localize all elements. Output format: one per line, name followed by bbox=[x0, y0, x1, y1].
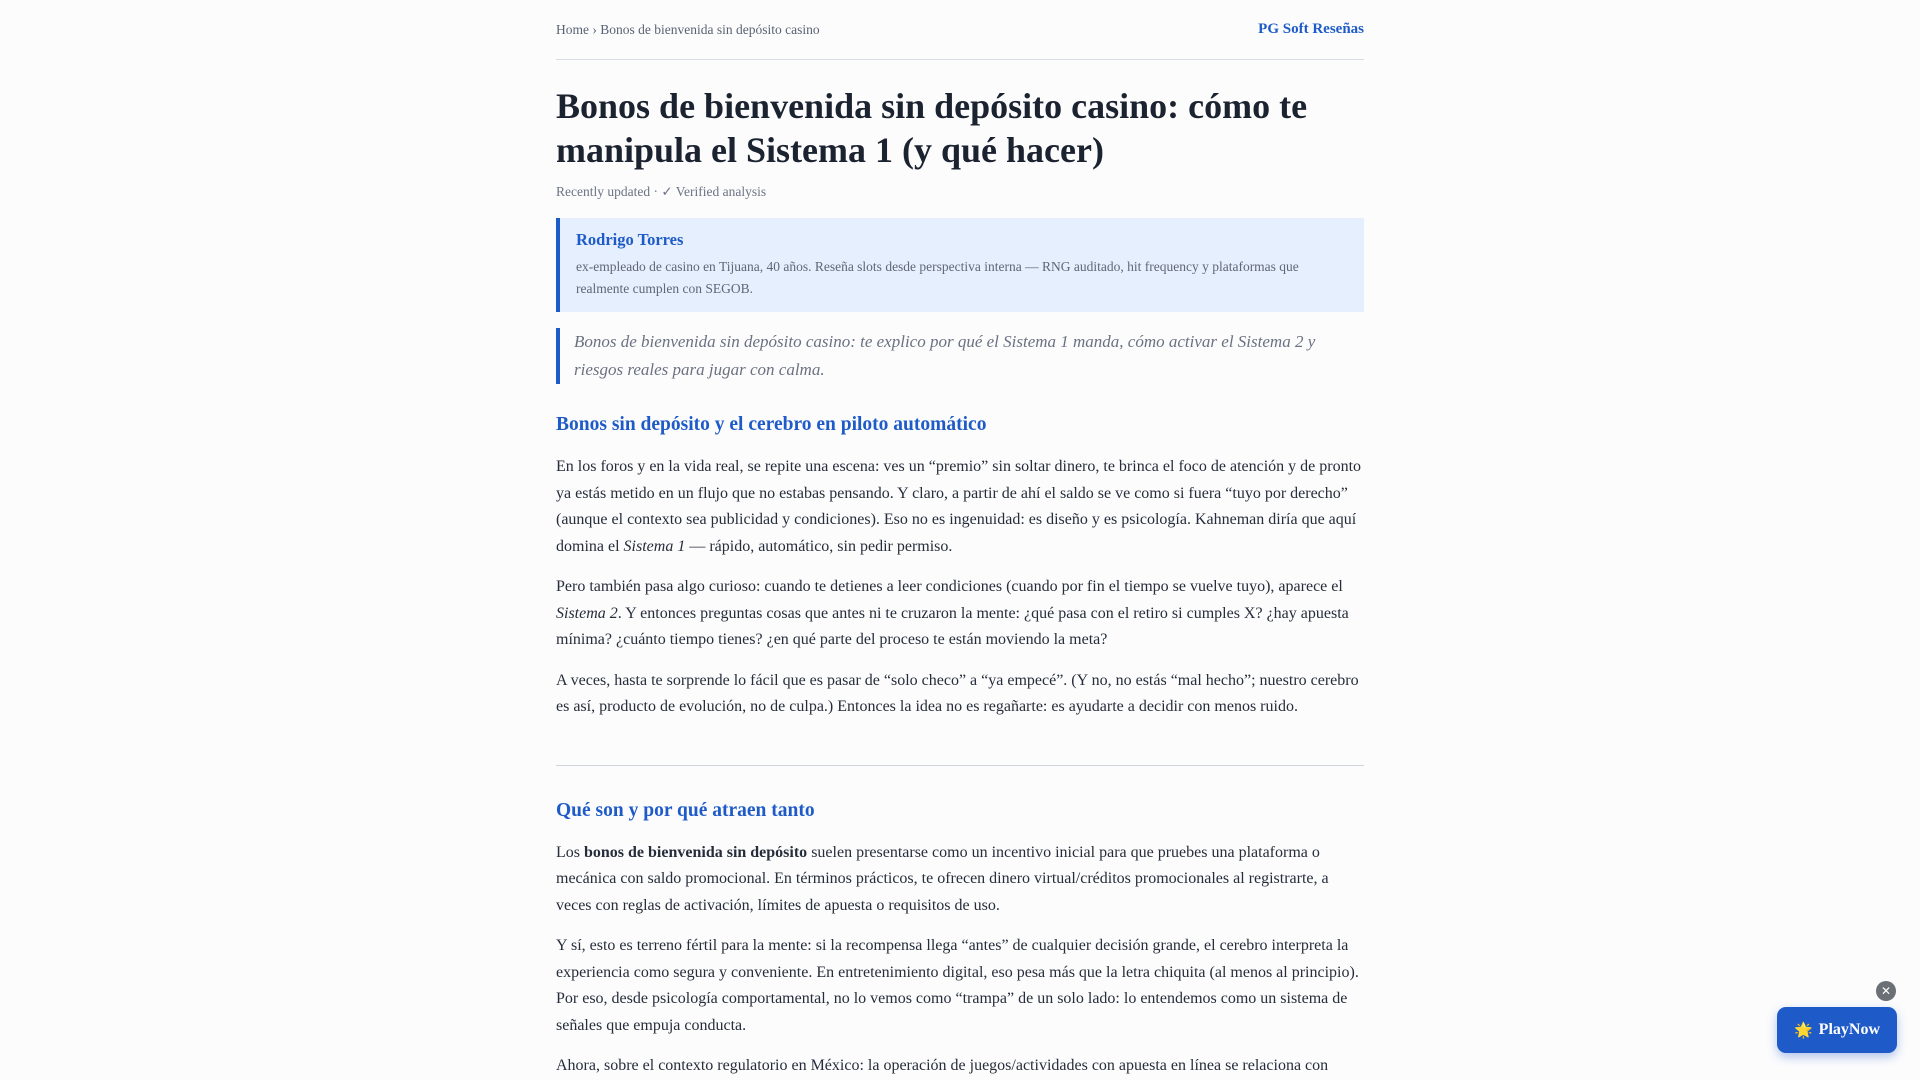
close-icon[interactable]: ✕ bbox=[1876, 981, 1896, 1001]
paragraph bbox=[556, 574, 1364, 654]
author-box bbox=[556, 218, 1364, 312]
page-title: Bonos de bienvenida sin depósito casino: cómo te manipula el Sistema 1 (y qué hacer) bbox=[556, 86, 1308, 170]
playnow-label: PlayNow bbox=[1818, 1021, 1880, 1038]
section-heading-piloto: Bonos sin depósito y el cerebro en piloto automático bbox=[556, 414, 987, 435]
breadcrumb-separator: › bbox=[592, 21, 597, 37]
article-column bbox=[556, 0, 1364, 1080]
top-bar bbox=[556, 0, 1364, 60]
author-bio: ex-empleado de casino en Tijuana, 40 años. Reseña slots desde perspectiva interna — RNG auditado, hit frequency y plataformas que realmente cumplen con SEGOB. bbox=[576, 259, 1299, 296]
emphasis-sistema-2: Sistema 2 bbox=[556, 604, 618, 622]
section-divider bbox=[556, 765, 1364, 766]
paragraph-text: . Y entonces preguntas cosas que antes ni te cruzaron la mente: ¿qué pasa con el retiro si cumples X? ¿hay apuesta mínima? ¿cuánto tiempo tienes? ¿en qué parte del proceso te están moviendo la meta? bbox=[556, 604, 1349, 648]
breadcrumb bbox=[556, 22, 820, 38]
paragraph-text: En los foros y en la vida real, se repite una escena: ves un “premio” sin soltar dinero, te brinca el foco de atención y de pronto ya estás metido en un flujo que no estabas pensando. Y claro, a partir de ahí el saldo se ve como si fuera “tuyo por derecho” (aunque el contexto sea publicidad y condiciones). Eso no es ingenuidad: es diseño y es psicología. Kahneman diría que aquí domina el bbox=[556, 458, 1362, 555]
paragraph bbox=[556, 840, 1364, 920]
paragraph-text: Los bbox=[556, 843, 584, 861]
paragraph-text: — rápido, automático, sin pedir permiso. bbox=[685, 537, 953, 555]
paragraph-text: suelen presentarse como un incentivo inicial para que pruebes una plataforma o mecánica con saldo promocional. En términos prácticos, te ofrecen dinero virtual/créditos promocionales al registrarte, a veces con reglas de activación, límites de apuesta o requisitos de uso. bbox=[556, 843, 1329, 914]
emphasis-sistema-1: Sistema 1 bbox=[623, 537, 686, 555]
paragraph: Y sí, esto es terreno fértil para la mente: si la recompensa llega “antes” de cualquier decisión grande, el cerebro interpreta la experiencia como segura y conveniente. En entretenimiento digital, eso pesa más que la letra chiquita (al menos al principio). Por eso, desde psicología comportamental, no lo vemos como “trampa” de un solo lado: lo entendemos como un sistema de señales que empuja conducta. bbox=[556, 937, 1359, 1034]
star-icon: 🌟 bbox=[1793, 1021, 1813, 1039]
site-link[interactable]: PG Soft Reseñas bbox=[1258, 21, 1364, 37]
lead-quote: Bonos de bienvenida sin depósito casino: te explico por qué el Sistema 1 manda, cómo activar el Sistema 2 y riesgos reales para jugar con calma. bbox=[556, 328, 1364, 384]
paragraph bbox=[556, 454, 1364, 560]
paragraph-text: Pero también pasa algo curioso: cuando te detienes a leer condiciones (cuando por fin el tiempo se vuelve tuyo), aparece el bbox=[556, 578, 1343, 595]
playnow-button[interactable] bbox=[1777, 1007, 1897, 1053]
paragraph: A veces, hasta te sorprende lo fácil que es pasar de “solo checo” a “ya empecé”. (Y no, no estás “mal hecho”; nuestro cerebro es así, producto de evolución, no de culpa.) Entonces la idea no es regañarte: es ayudarte a decidir con menos ruido. bbox=[556, 671, 1359, 715]
paragraph: Ahora, sobre el contexto regulatorio en México: la operación de juegos/actividades con apuesta en línea se relaciona con bbox=[556, 1057, 1329, 1074]
author-name: Rodrigo Torres bbox=[576, 230, 684, 249]
breadcrumb-current: Bonos de bienvenida sin depósito casino bbox=[600, 21, 820, 37]
article-meta: Recently updated · ✓ Verified analysis bbox=[556, 184, 767, 199]
breadcrumb-home-link[interactable]: Home bbox=[556, 21, 589, 37]
section-heading-que-son: Qué son y por qué atraen tanto bbox=[556, 799, 815, 821]
strong-bonos: bonos de bienvenida sin depósito bbox=[584, 843, 808, 861]
